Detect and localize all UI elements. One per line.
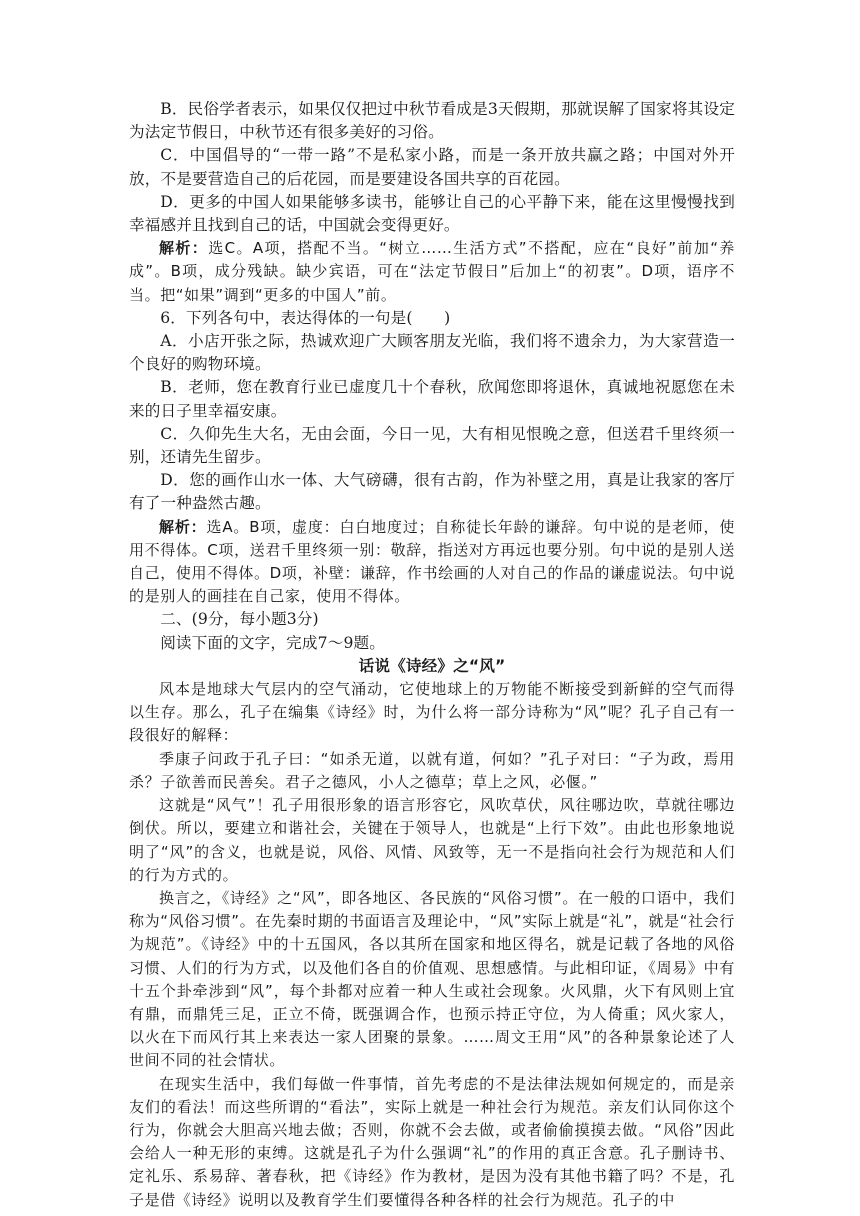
option-c-paragraph: C．中国倡导的“一带一路”不是私家小路，而是一条开放共赢之路；中国对外开放，不是要营造自己的后花园，而是要建设各国共享的百花园。 xyxy=(129,146,735,188)
article-paragraph: 这就是“风气”！孔子用很形象的语言形容它，风吹草伏，风往哪边吹，草就往哪边倒伏。所以，要建立和谐社会，关键在于领导人，也就是“上行下效”。由此也形象地说明了“风”的含义，也就是说，风俗、风情、风致等，无一不是指向社会行为规范和人们的行为方式的。 xyxy=(129,796,735,884)
analysis-label: 解析： xyxy=(159,517,207,536)
analysis-label: 解析： xyxy=(159,239,209,258)
article-paragraph: 风本是地球大气层内的空气涌动，它使地球上的万物能不断接受到新鲜的空气而得以生存。那么，孔子在编集《诗经》时，为什么将一部分诗称为“风”呢？孔子自己有一段很好的解释： xyxy=(129,680,735,745)
document-page xyxy=(129,98,735,1212)
section-heading: 二、(9分，每小题3分) xyxy=(160,610,319,629)
analysis-text: 选C。A项，搭配不当。“树立……生活方式”不搭配，应在“良好”前加“养成”。B项，成分残缺。缺少宾语，可在“法定节假日”后加上“的初衷”。D项，语序不当。把“如果”调到“更多的中国人”前。 xyxy=(129,239,735,304)
analysis-paragraph xyxy=(129,516,735,609)
article-paragraph: 换言之，《诗经》之“风”，即各地区、各民族的“风俗习惯”。在一般的口语中，我们称为“风俗习惯”。在先秦时期的书面语言及理论中，“风”实际上就是“礼”，就是“社会行为规范”。《诗经》中的十五国风，各以其所在国家和地区得名，就是记载了各地的风俗习惯、人们的行为方式，以及他们各自的价值观、思想感情。与此相印证，《周易》中有十五个卦牵涉到“风”，每个卦都对应着一种人生或社会现象。火风鼎，火下有风则上宜有鼎，而鼎凭三足，正立不倚，既强调合作，也预示持正守位，为人倚重；风火家人，以火在下而风行其上来表达一家人团聚的景象。……周文王用“风”的各种景象论述了人世间不同的社会情状。 xyxy=(129,888,735,1070)
option-b-paragraph: B．民俗学者表示，如果仅仅把过中秋节看成是3天假期，那就误解了国家将其设定为法定节假日，中秋节还有很多美好的习俗。 xyxy=(129,100,735,142)
reading-instruction: 阅读下面的文字，完成7～9题。 xyxy=(160,633,385,652)
question-6: 6．下列各句中，表达得体的一句是( ) xyxy=(160,308,451,327)
article-paragraph: 在现实生活中，我们每做一件事情，首先考虑的不是法律法规如何规定的，而是亲友们的看法！而这些所谓的“看法”，实际上就是一种社会行为规范。亲友们认同你这个行为，你就会大胆高兴地去做；否则，你就不会去做，或者偷偷摸摸去做。“风俗”因此会给人一种无形的束缚。这就是孔子为什么强调“礼”的作用的真正含意。孔子删诗书、定礼乐、系易辞、著春秋，把《诗经》作为教材，是因为没有其他书籍了吗？不是，孔子是借《诗经》说明以及教育学生们要懂得各种各样的社会行为规范。孔子的中 xyxy=(129,1074,735,1209)
question-6-option-d: D．您的画作山水一体、大气磅礴，很有古韵，作为补壁之用，真是让我家的客厅有了一种盎然古趣。 xyxy=(129,471,735,513)
question-6-option-c: C．久仰先生大名，无由会面，今日一见，大有相见恨晚之意，但送君千里终须一别，还请先生留步。 xyxy=(129,424,735,467)
question-6-option-a: A．小店开张之际，热诚欢迎广大顾客朋友光临，我们将不遗余力，为大家营造一个良好的购物环境。 xyxy=(129,332,735,374)
article-title: 话说《诗经》之“风” xyxy=(358,656,506,675)
option-d-paragraph: D．更多的中国人如果能够多读书，能够让自己的心平静下来，能在这里慢慢找到幸福感并且找到自己的话，中国就会变得更好。 xyxy=(129,192,735,235)
analysis-text: 选A。B项，虚度：白白地度过；自称徒长年龄的谦辞。句中说的是老师，使用不得体。C项，送君千里终须一别：敬辞，指送对方再远也要分别。句中说的是别人送自己，使用不得体。D项，补壁：谦辞，作书绘画的人对自己的作品的谦虚说法。句中说的是别人的画挂在自己家，使用不得体。 xyxy=(129,517,735,606)
question-6-option-b: B．老师，您在教育行业已虚度几十个春秋，欣闻您即将退休，真诚地祝愿您在未来的日子里幸福安康。 xyxy=(129,378,735,420)
analysis-paragraph xyxy=(129,237,735,307)
article-paragraph: 季康子问政于孔子曰：“如杀无道，以就有道，何如？”孔子对曰：“子为政，焉用杀？子欲善而民善矣。君子之德风，小人之德草；草上之风，必偃。” xyxy=(129,749,735,791)
